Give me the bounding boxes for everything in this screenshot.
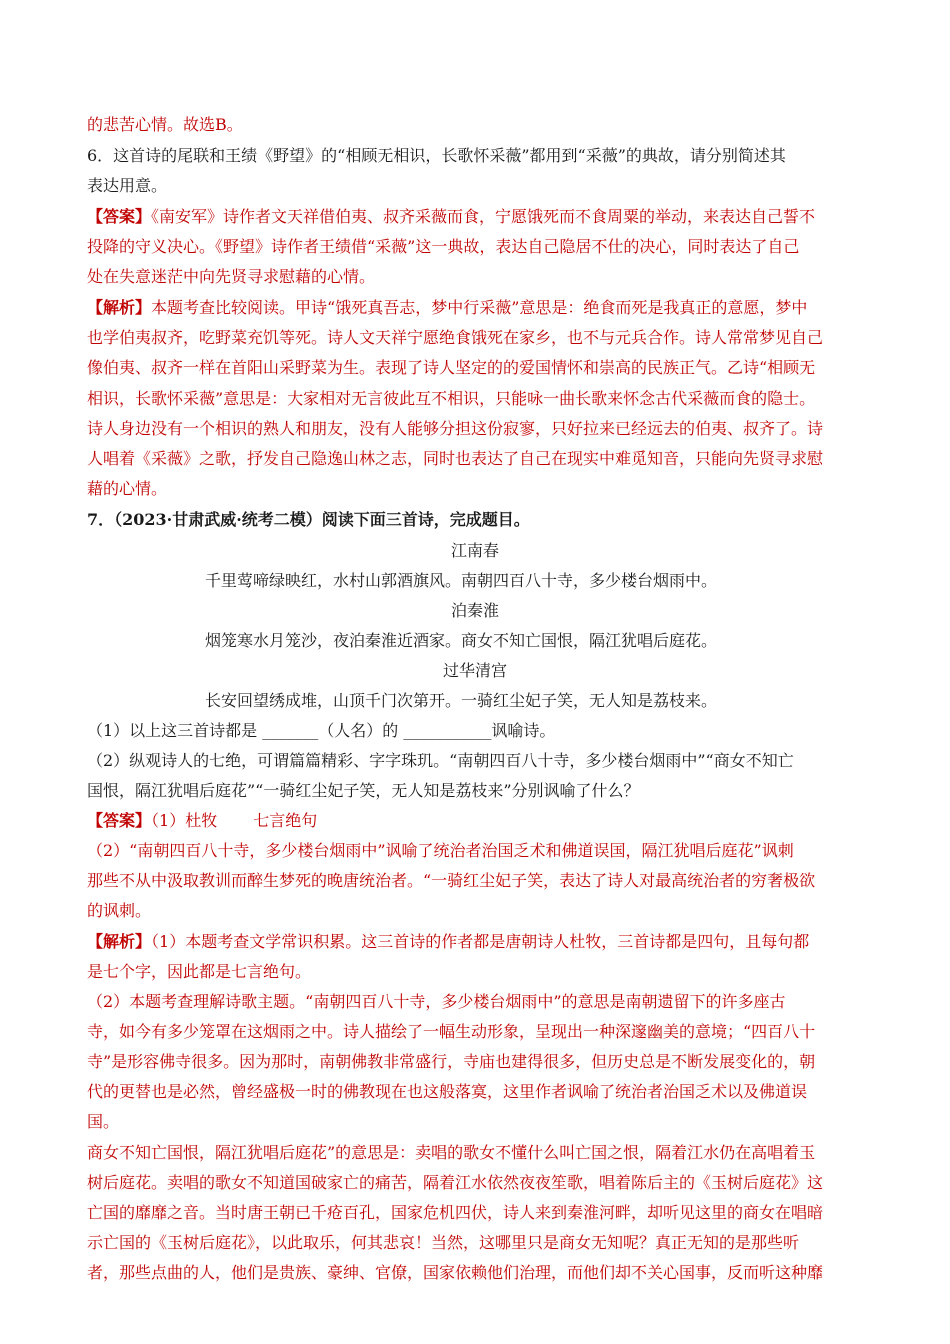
analysis-7-line-3: （2）本题考查理解诗歌主题。“南朝四百八十寺，多少楼台烟雨中”的意思是南朝遗留下的许多座古 [87, 992, 786, 1011]
answer-7-part-1-form: 七言绝句 [253, 811, 318, 830]
analysis-7-line-5: 寺”是形容佛寺很多。因为那时，南朝佛教非常盛行，寺庙也建得很多，但历史总是不断发展变化的，朝 [87, 1052, 816, 1071]
poem-1-title: 江南春 [450, 541, 499, 560]
question-7-part-2-line-1: （2）纵观诗人的七绝，可谓篇篇精彩、字字珠玑。“南朝四百八十寺，多少楼台烟雨中”“商女不知亡 [87, 751, 794, 770]
analysis-7-line-7: 国。 [87, 1112, 120, 1131]
analysis-7-line-8: 商女不知亡国恨，隔江犹唱后庭花”的意思是：卖唱的歌女不懂什么叫亡国之恨，隔着江水仍在高唱着玉 [87, 1143, 816, 1162]
question-7-part-2-line-2: 国恨，隔江犹唱后庭花”“一骑红尘妃子笑，无人知是荔枝来”分别讽喻了什么？ [87, 781, 640, 800]
analysis-text: （1）本题考查文学常识积累。这三首诗的作者都是唐朝诗人杜牧，三首诗都是四句，且每句都 [151, 932, 810, 951]
answer-6-line-1 [87, 206, 815, 228]
answer-7-line-2: （2）“南朝四百八十寺，多少楼台烟雨中”讽喻了统治者治国乏术和佛道误国，隔江犹唱后庭花”讽刺 [87, 841, 794, 860]
answer-7-line-4: 的讽刺。 [87, 901, 152, 920]
answer-6-line-2: 投降的守义决心。《野望》诗作者王绩借“采薇”这一典故，表达自己隐居不仕的决心，同时表达了自己 [87, 237, 800, 256]
analysis-6-line-7: 藉的心情。 [87, 479, 168, 498]
analysis-6-line-3: 像伯夷、叔齐一样在首阳山采野菜为生。表现了诗人坚定的的爱国情怀和崇高的民族正气。乙诗“相顾无 [87, 358, 816, 377]
poem-1-text: 千里莺啼绿映红，水村山郭酒旗风。南朝四百八十寺，多少楼台烟雨中。 [205, 571, 718, 590]
answer-7-line-3: 那些不从中汲取教训而醉生梦死的晚唐统治者。“一骑红尘妃子笑，表达了诗人对最高统治者的穷奢极欲 [87, 871, 816, 890]
answer-text: 《南安军》诗作者文天祥借伯夷、叔齐采薇而食，宁愿饿死而不食周粟的举动，来表达自己誓不 [151, 207, 816, 226]
analysis-7-line-11: 示亡国的《玉树后庭花》，以此取乐，何其悲哀！当然，这哪里只是商女无知呢？真正无知的是那些听 [87, 1233, 800, 1252]
analysis-6-line-4: 相识，长歌怀采薇”意思是：大家相对无言彼此互不相识，只能咏一曲长歌来怀念古代采薇而食的隐士。 [87, 389, 816, 408]
poem-3-text: 长安回望绣成堆，山顶千门次第开。一骑红尘妃子笑，无人知是荔枝来。 [205, 691, 718, 710]
analysis-7-line-10: 亡国的靡靡之音。当时唐王朝已千疮百孔，国家危机四伏，诗人来到秦淮河畔，却听见这里的商女在唱暗 [87, 1203, 824, 1222]
analysis-tag: 【解析】 [87, 932, 152, 951]
answer-tag: 【答案】 [87, 811, 152, 830]
analysis-7-line-4: 寺，如今有多少笼罩在这烟雨之中。诗人描绘了一幅生动形象，呈现出一种深邃幽美的意境；“四百八十 [87, 1022, 816, 1041]
analysis-7-line-1 [87, 931, 809, 953]
analysis-7-line-12: 者，那些点曲的人，他们是贵族、豪绅、官僚，国家依赖他们治理，而他们却不关心国事，反而听这种靡 [87, 1263, 824, 1282]
poem-2-text: 烟笼寒水月笼沙，夜泊秦淮近酒家。商女不知亡国恨，隔江犹唱后庭花。 [205, 631, 718, 650]
analysis-text: 本题考查比较阅读。甲诗“饿死真吾志，梦中行采薇”意思是：绝食而死是我真正的意愿，梦中 [151, 298, 808, 317]
answer-tag: 【答案】 [87, 207, 152, 226]
analysis-tag: 【解析】 [87, 298, 152, 317]
question-6-line-2: 表达用意。 [87, 176, 168, 195]
analysis-7-line-6: 代的更替也是必然，曾经盛极一时的佛教现在也这般落寞，这里作者讽喻了统治者治国乏术以及佛道误 [87, 1082, 808, 1101]
poem-3-title: 过华清宫 [442, 661, 507, 680]
question-7-heading: 7．（2023·甘肃武威·统考二模）阅读下面三首诗，完成题目。 [87, 510, 530, 529]
analysis-6-line-1 [87, 297, 807, 319]
poem-2-title: 泊秦淮 [450, 601, 499, 620]
previous-analysis-tail: 的悲苦心情。故选B。 [87, 115, 243, 134]
analysis-6-line-2: 也学伯夷叔齐，吃野菜充饥等死。诗人文天祥宁愿绝食饿死在家乡，也不与元兵合作。诗人常常梦见自己 [87, 328, 824, 347]
analysis-7-line-2: 是七个字，因此都是七言绝句。 [87, 962, 312, 981]
question-6-line-1: 6．这首诗的尾联和王绩《野望》的“相顾无相识，长歌怀采薇”都用到“采薇”的典故，请分别简述其 [87, 146, 786, 165]
analysis-6-line-6: 人唱着《采薇》之歌，抒发自己隐逸山林之志，同时也表达了自己在现实中难觅知音，只能向先贤寻求慰 [87, 449, 824, 468]
answer-6-line-3: 处在失意迷茫中向先贤寻求慰藉的心情。 [87, 267, 376, 286]
analysis-7-line-9: 树后庭花。卖唱的歌女不知道国破家亡的痛苦，隔着江水依然夜夜笙歌，唱着陈后主的《玉树后庭花》这 [87, 1173, 824, 1192]
answer-7-line-1 [87, 810, 317, 832]
answer-7-part-1-author: （1）杜牧 [151, 811, 218, 830]
analysis-6-line-5: 诗人身边没有一个相识的熟人和朋友，没有人能够分担这份寂寥，只好拉来已经远去的伯夷、叔齐了。诗 [87, 419, 824, 438]
question-7-part-1: （1）以上这三首诗都是 _______（人名）的 ___________讽喻诗。 [87, 721, 556, 740]
